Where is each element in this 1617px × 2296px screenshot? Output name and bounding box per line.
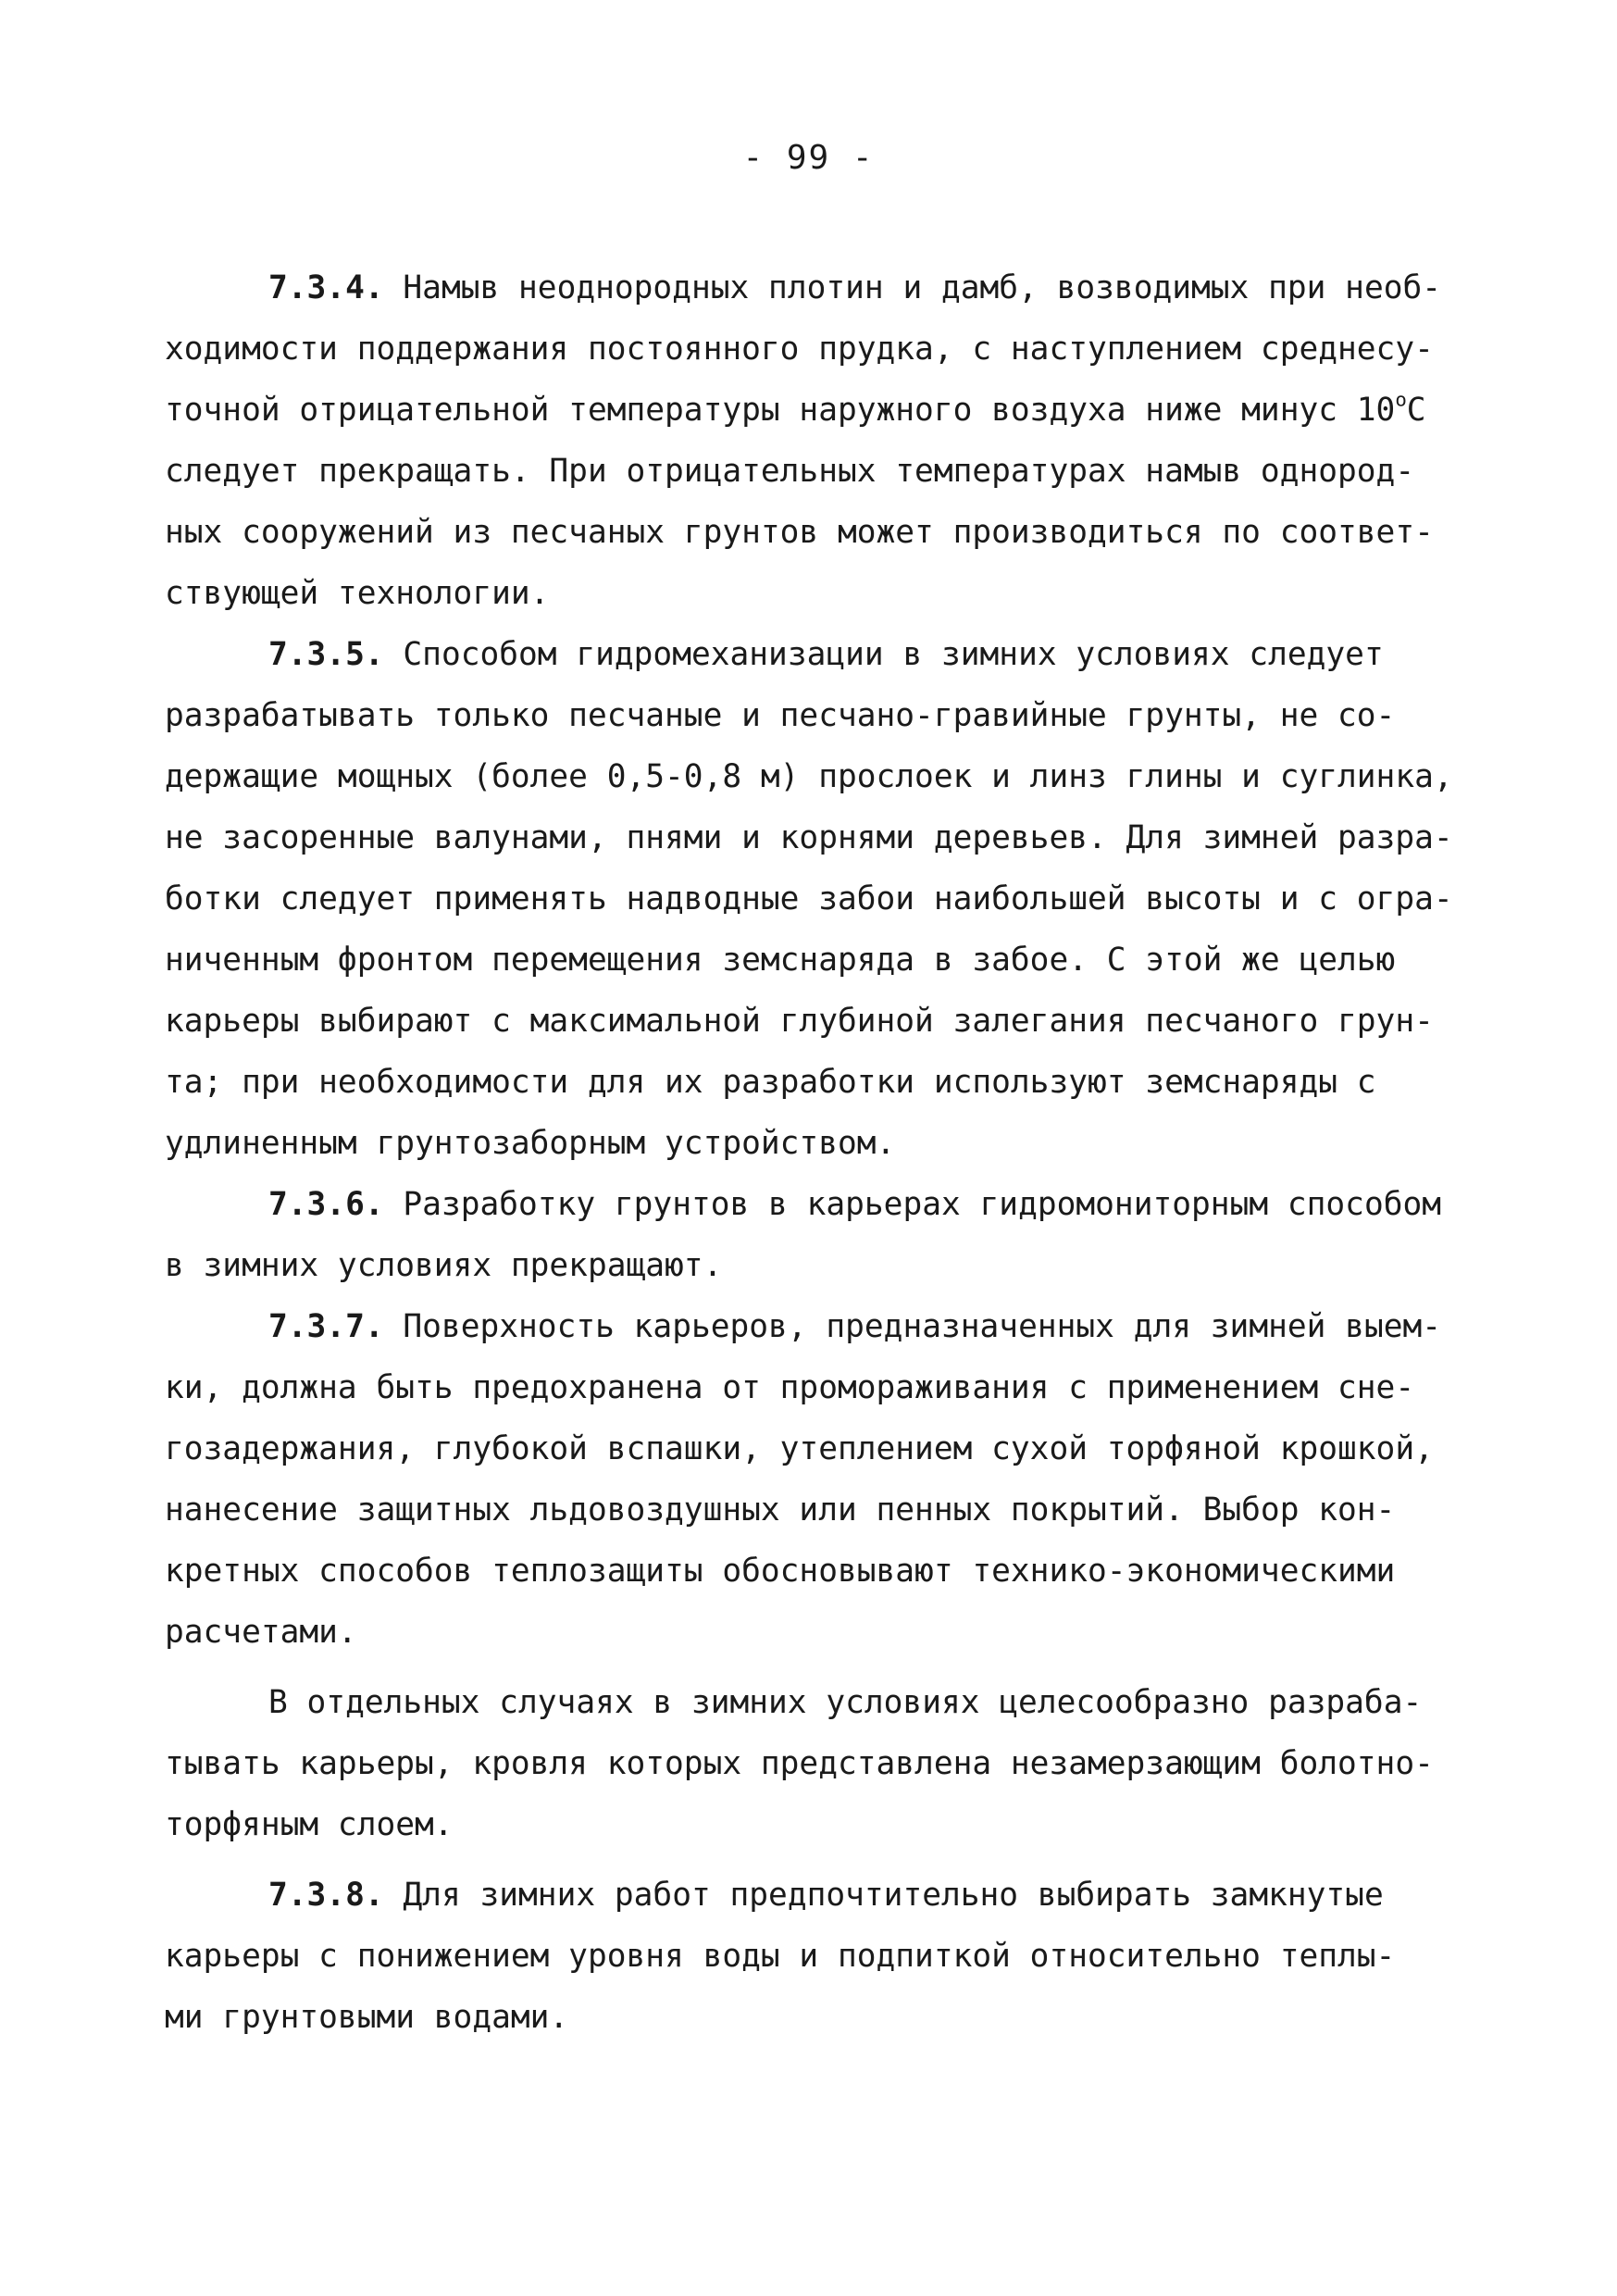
paragraph-7-3-4: [165, 257, 1442, 624]
text-line: кретных способов теплозащиты обосновывают технико-экономическими: [165, 1553, 1396, 1590]
text-line: Поверхность карьеров, предназначенных для зимней выем-: [403, 1308, 1442, 1345]
text-line: Для зимних работ предпочтительно выбирать замкнутые: [403, 1877, 1384, 1914]
section-number: 7.3.6.: [268, 1186, 384, 1223]
section-number: 7.3.4.: [268, 269, 384, 306]
section-number: 7.3.8.: [268, 1877, 384, 1914]
text-line: Намыв неоднородных плотин и дамб, возводимых при необ-: [403, 269, 1442, 306]
text-line: гозадержания, глубокой вспашки, утеплением сухой торфяной крошкой,: [165, 1430, 1434, 1467]
text-line: торфяным слоем.: [165, 1806, 454, 1843]
text-line: В отдельных случаях в зимних условиях целесообразно разраба-: [268, 1684, 1423, 1721]
text-line: в зимних условиях прекращают.: [165, 1247, 723, 1284]
text-line: не засоренные валунами, пнями и корнями деревьев. Для зимней разра-: [165, 819, 1453, 856]
text-line: ствующей технологии.: [165, 575, 550, 612]
paragraph-7-3-8: [165, 1865, 1442, 2048]
text-line: Разработку грунтов в карьерах гидромониторным способом: [403, 1186, 1442, 1223]
text-line: ки, должна быть предохранена от промораживания с применением сне-: [165, 1369, 1415, 1406]
text-line: точной отрицательной температуры наружного воздуха ниже минус 10: [165, 392, 1396, 429]
text-line: тывать карьеры, кровля которых представлена незамерзающим болотно-: [165, 1745, 1434, 1782]
page-number: - 99 -: [742, 139, 875, 177]
section-number: 7.3.5.: [268, 636, 384, 673]
degree-sign: o: [1395, 388, 1407, 411]
paragraph-7-3-7: [165, 1296, 1442, 1663]
text-line: та; при необходимости для их разработки используют земснаряды с: [165, 1064, 1376, 1101]
text-line: расчетами.: [165, 1614, 357, 1651]
paragraph-winter-quarries: [165, 1672, 1442, 1855]
text-line: ниченным фронтом перемещения земснаряда в забое. С этой же целью: [165, 942, 1396, 979]
text-line: ботки следует применять надводные забои наибольшей высоты и с огра-: [165, 880, 1453, 917]
text-line: карьеры выбирают с максимальной глубиной залегания песчаного грун-: [165, 1003, 1434, 1040]
text-line: держащие мощных (более 0,5-0,8 м) прослоек и линз глины и суглинка,: [165, 758, 1453, 795]
text-line: ходимости поддержания постоянного прудка, с наступлением среднесу-: [165, 331, 1434, 368]
text-line: следует прекращать. При отрицательных температурах намыв однород-: [165, 453, 1415, 490]
section-number: 7.3.7.: [268, 1308, 384, 1345]
paragraph-7-3-5: [165, 624, 1453, 1174]
text-line: разрабатывать только песчаные и песчано-гравийные грунты, не со-: [165, 697, 1396, 734]
text-line: удлиненным грунтозаборным устройством.: [165, 1125, 896, 1162]
text-line: карьеры с понижением уровня воды и подпиткой относительно теплы-: [165, 1938, 1396, 1975]
temperature-unit: С: [1406, 392, 1426, 429]
paragraph-7-3-6: [165, 1174, 1442, 1296]
text-line: ных сооружений из песчаных грунтов может производиться по соответ-: [165, 514, 1434, 551]
text-line: Способом гидромеханизации в зимних условиях следует: [403, 636, 1384, 673]
text-line: ми грунтовыми водами.: [165, 1999, 569, 2036]
text-line: нанесение защитных льдовоздушных или пенных покрытий. Выбор кон-: [165, 1491, 1396, 1529]
document-body: [165, 257, 1453, 2048]
